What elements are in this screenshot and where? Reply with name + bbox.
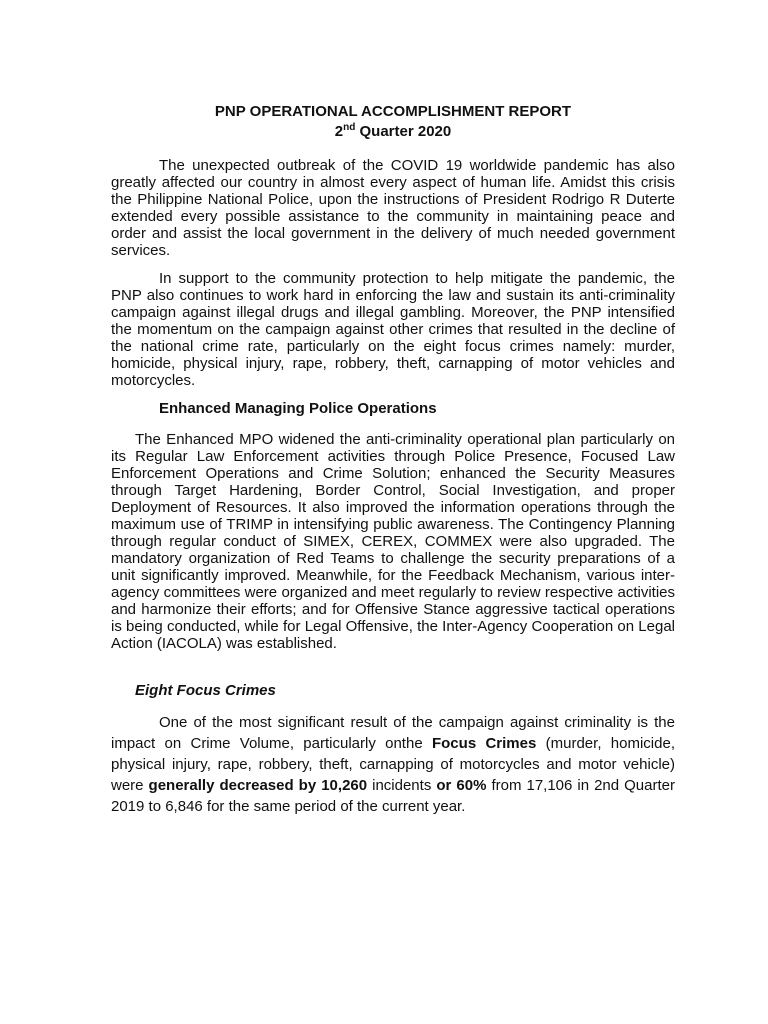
focus-crimes-heading: Eight Focus Crimes bbox=[135, 682, 276, 699]
support-paragraph: In support to the community protection to help mitigate the pandemic, the PNP also continues to work hard in enforcing the law and sustain its anti-criminality campaign against illegal drugs and illegal gambling. Moreover, the PNP intensified the momentum on the campaign against other crimes that resulted in the decline of the national crime rate, particularly on the eight focus crimes namely: murder, homicide, physical injury, rape, robbery, theft, carnapping of motor vehicles and motorcycles. bbox=[111, 270, 675, 389]
mpo-paragraph: The Enhanced MPO widened the anti-criminality operational plan particularly on its Regular Law Enforcement activities through Police Presence, Focused Law Enforcement Operations and Crime Solution; enhanced the Security Measures through Target Hardening, Border Control, Social Investigation, and proper Deployment of Resources. It also improved the information operations through the maximum use of TRIMP in intensifying public awareness. The Contingency Planning through regular conduct of SIMEX, CEREX, COMMEX were also upgraded. The mandatory organization of Red Teams to challenge the security preparations of a unit significantly improved. Meanwhile, for the Feedback Mechanism, various inter-agency committees were organized and meet regularly to review respective activities and harmonize their efforts; and for Offensive Stance aggressive tactical operations is being conducted, while for Legal Offensive, the Inter-Agency Cooperation on Legal Action (IACOLA) was established. bbox=[111, 431, 675, 652]
focus-crimes-paragraph bbox=[111, 712, 675, 817]
document-page bbox=[111, 102, 675, 817]
report-title: PNP OPERATIONAL ACCOMPLISHMENT REPORT bbox=[214, 103, 572, 120]
quarter-ordinal: nd bbox=[343, 122, 356, 133]
quarter-year: Quarter 2020 bbox=[355, 123, 452, 140]
crimes-text-e: incidents bbox=[367, 777, 437, 794]
quarter-number: 2 bbox=[334, 123, 344, 140]
crimes-bold-percent: or 60% bbox=[436, 777, 487, 794]
crimes-text-g: from 17,106 in 2nd Quarter 2019 to 6,846 for the same period of the current year. bbox=[111, 777, 675, 815]
focus-crimes-section bbox=[111, 712, 675, 817]
intro-paragraph: The unexpected outbreak of the COVID 19 worldwide pandemic has also greatly affected our country in almost every aspect of human life. Amidst this crisis the Philippine National Police, upon the instructions of President Rodrigo R Duterte extended every possible assistance to the community in maintaining peace and order and assist the local government in the delivery of much needed government services. bbox=[111, 157, 675, 259]
crimes-text-c: (murder, homicide, physical injury, rape, robbery, theft, carnapping of motorcycles and motor vehicle) were bbox=[111, 735, 675, 794]
crimes-bold-decrease: generally decreased by 10,260 bbox=[148, 777, 368, 794]
mpo-heading: Enhanced Managing Police Operations bbox=[159, 400, 437, 417]
report-subtitle bbox=[111, 122, 675, 142]
crimes-text-a: One of the most significant result of the campaign against criminality is the impact on Crime Volume, particularly onthe bbox=[111, 714, 675, 752]
crimes-bold-focus: Focus Crimes bbox=[431, 735, 537, 752]
